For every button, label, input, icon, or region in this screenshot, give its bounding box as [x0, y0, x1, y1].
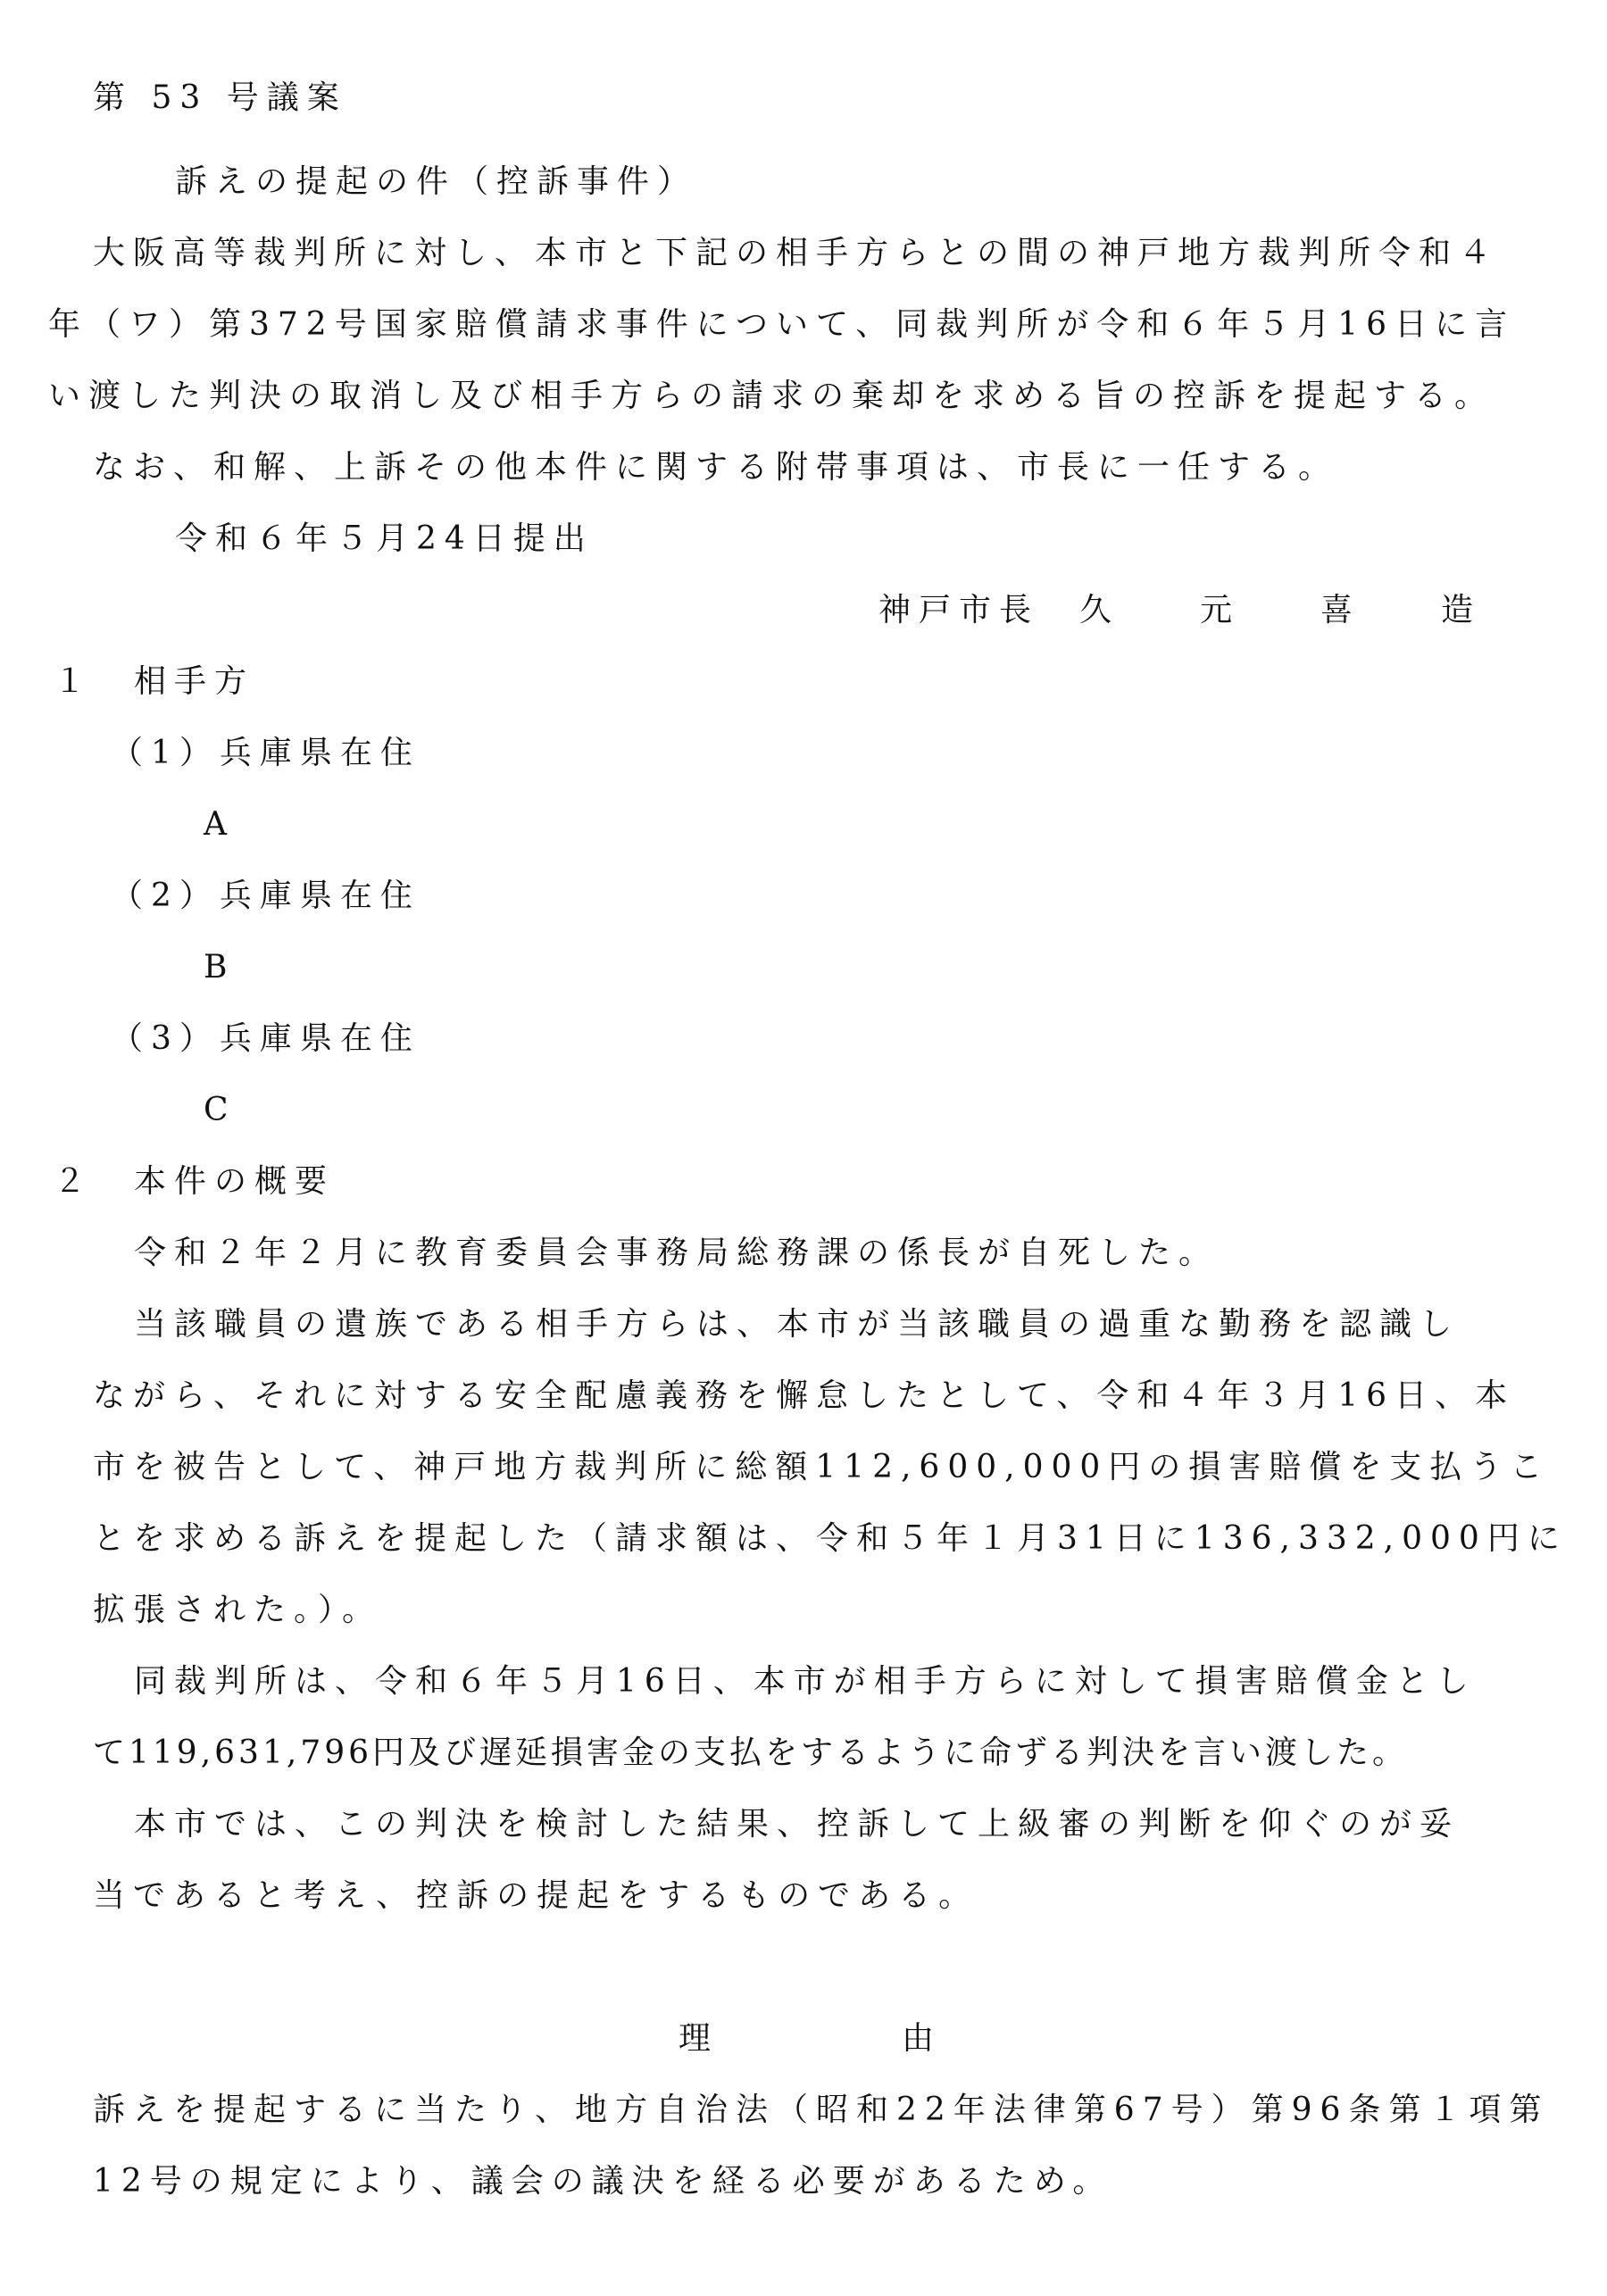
- mayor-signature: 神戸市長 久 元 喜 造: [878, 592, 1482, 628]
- reason-line: 12号の規定により、議会の議決を経る必要があるため。: [93, 2163, 1113, 2200]
- party-label: （3）兵庫県在住: [111, 1020, 420, 1057]
- section1-heading: １ 相手方: [54, 663, 255, 700]
- bill-title: 訴えの提起の件（控訴事件）: [175, 163, 698, 200]
- delegation-text: なお、和解、上訴その他本件に関する附帯事項は、市長に一任する。: [93, 449, 1339, 486]
- summary-line: 当であると考え、控訴の提起をするものである。: [93, 1877, 979, 1914]
- main-paragraph-line: 年（ワ）第372号国家賠償請求事件について、同裁判所が令和６年５月16日に言: [48, 306, 1516, 343]
- summary-line: 令和２年２月に教育委員会事務局総務課の係長が自死した。: [134, 1235, 1220, 1271]
- summary-line: 当該職員の遺族である相手方らは、本市が当該職員の過重な勤務を認識し: [134, 1306, 1461, 1343]
- party-label: （2）兵庫県在住: [111, 878, 420, 914]
- summary-line: て119,631,796円及び遅延損害金の支払をするように命ずる判決を言い渡した。: [93, 1734, 1409, 1771]
- summary-line: 市を被告として、神戸地方裁判所に総額112,600,000円の損害賠償を支払うこ: [93, 1449, 1551, 1485]
- reason-heading: 理 由: [679, 2020, 947, 2057]
- party-name: C: [204, 1092, 237, 1128]
- summary-line: 同裁判所は、令和６年５月16日、本市が相手方らに対して損害賠償金とし: [134, 1663, 1477, 1700]
- summary-line: とを求める訴えを提起した（請求額は、令和５年１月31日に136,332,000円に: [93, 1520, 1568, 1557]
- summary-line: 拡張された。）。: [93, 1592, 383, 1628]
- summary-line: ながら、それに対する安全配慮義務を懈怠したとして、令和４年３月16日、本: [93, 1377, 1516, 1414]
- party-label: （1）兵庫県在住: [111, 735, 420, 771]
- main-paragraph-line: 大阪高等裁判所に対し、本市と下記の相手方らとの間の神戸地方裁判所令和４: [93, 235, 1500, 271]
- party-name: A: [204, 806, 235, 843]
- section2-heading: ２ 本件の概要: [54, 1163, 336, 1200]
- main-paragraph-line: い渡した判決の取消し及び相手方らの請求の棄却を求める旨の控訴を提起する。: [48, 378, 1495, 414]
- submission-date: 令和６年５月24日提出: [175, 520, 594, 557]
- party-name: B: [204, 949, 236, 986]
- bill-number: 第 53 号議案: [93, 79, 347, 116]
- reason-line: 訴えを提起するに当たり、地方自治法（昭和22年法律第67号）第96条第１項第: [93, 2092, 1550, 2128]
- summary-line: 本市では、この判決を検討した結果、控訴して上級審の判断を仰ぐのが妥: [134, 1806, 1461, 1843]
